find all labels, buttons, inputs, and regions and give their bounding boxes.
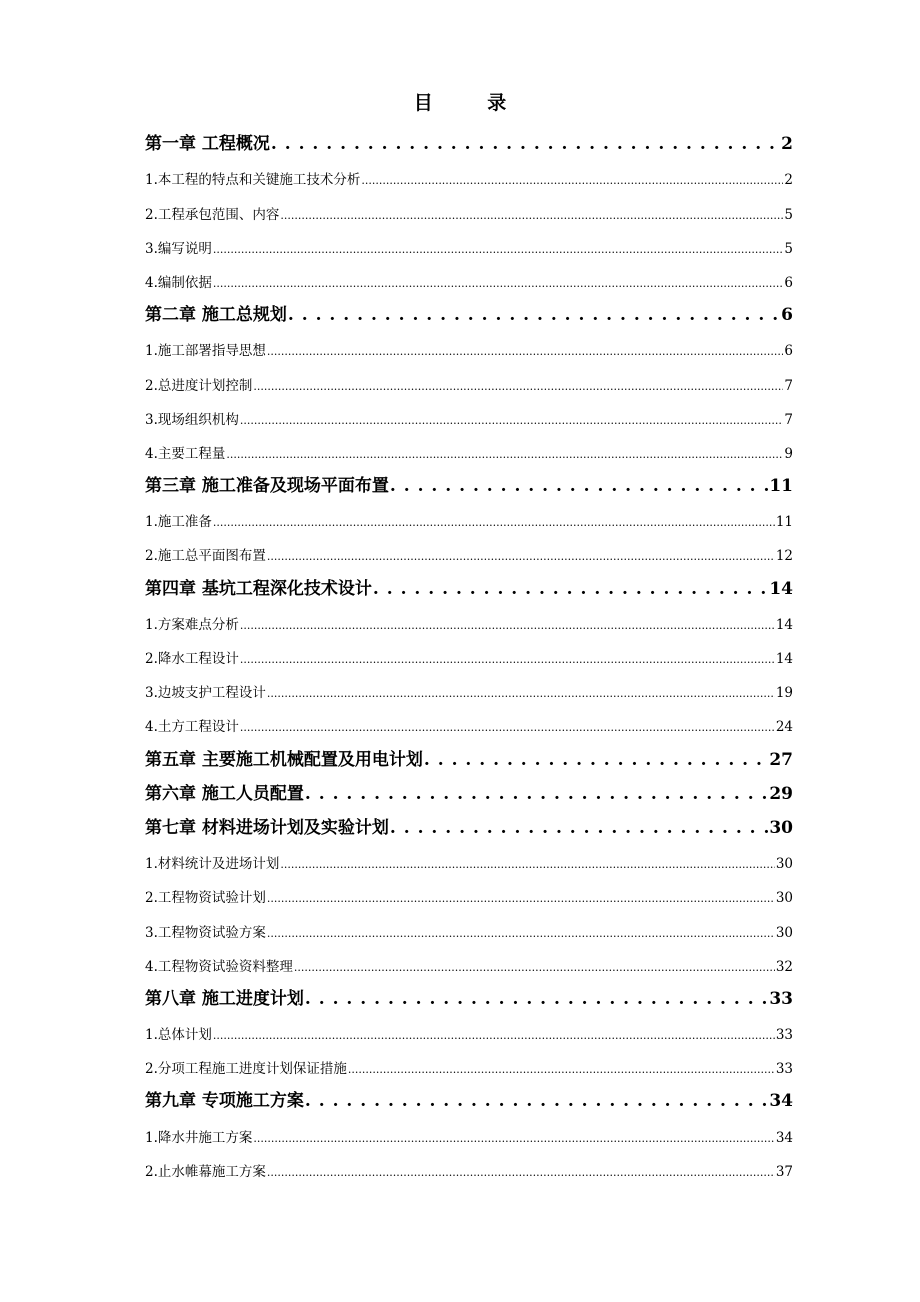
toc-entry-page: 14 [775,616,793,633]
toc-entry-label: 第二章 施工总规划 [145,305,287,326]
toc-section[interactable] [145,160,793,194]
toc-entry-page: 7 [784,411,793,428]
toc-leader-dots [213,275,784,297]
toc-entry-page: 6 [781,305,793,326]
toc-entry-label: 2.工程承包范围、内容 [145,206,280,223]
toc-leader-dots [280,856,774,878]
toc-entry-page: 30 [769,817,793,838]
toc-entry-page: 30 [775,890,793,907]
toc-entry-page: 30 [775,924,793,941]
toc-leader-dots [240,412,784,434]
toc-section[interactable] [145,365,793,399]
toc-section[interactable] [145,400,793,434]
toc-leader-dots [267,1164,775,1186]
toc-section[interactable] [145,194,793,228]
toc-entry-label: 第一章 工程概况 [145,134,270,155]
toc-leader-dots [305,989,768,1015]
toc-section[interactable] [145,263,793,297]
toc-leader-dots [271,134,780,160]
toc-leader-dots [361,172,783,194]
toc-entry-page: 12 [775,548,793,565]
toc-entry-page: 5 [784,240,793,257]
toc-entry-label: 第三章 施工准备及现场平面布置 [145,476,389,497]
toc-section[interactable] [145,673,793,707]
toc-leader-dots [294,959,775,981]
toc-entry-page: 9 [784,445,793,462]
toc-leader-dots [280,207,783,229]
toc-entry-page: 11 [775,514,793,531]
toc-entry-page: 30 [775,856,793,873]
toc-entry-label: 1.总体计划 [145,1027,212,1044]
toc-entry-label: 4.工程物资试验资料整理 [145,958,293,975]
toc-entry-label: 1.降水井施工方案 [145,1129,253,1146]
toc-entry-label: 4.土方工程设计 [145,719,239,736]
toc-section[interactable] [145,1117,793,1151]
toc-leader-dots [213,241,784,263]
toc-leader-dots [373,579,768,605]
toc-entry-page: 14 [775,651,793,667]
toc-entry-label: 3.工程物资试验方案 [145,924,266,941]
toc-section[interactable] [145,878,793,912]
toc-leader-dots [253,378,783,400]
toc-entry-page: 7 [784,377,793,394]
toc-entry-page: 33 [775,1061,793,1078]
toc-entry-page: 5 [784,206,793,223]
toc-entry-page: 29 [769,783,793,804]
toc-entry-label: 4.编制依据 [145,274,212,291]
toc-entry-label: 2.分项工程施工进度计划保证措施 [145,1061,347,1078]
toc-entry-label: 3.现场组织机构 [145,411,239,428]
toc-entry-label: 第八章 施工进度计划 [145,988,304,1009]
toc-entry-label: 2.降水工程设计 [145,651,239,667]
toc-entry-label: 第九章 专项施工方案 [145,1091,304,1112]
toc-chapter-1[interactable] [145,126,793,160]
toc-leader-dots [267,890,775,912]
toc-entry-page: 34 [775,1129,793,1146]
toc-entry-page: 24 [775,719,793,736]
toc-entry-page: 19 [775,685,793,702]
toc-leader-dots [288,305,780,331]
toc-leader-dots [305,1091,768,1117]
toc-chapter-8[interactable] [145,981,793,1015]
toc-title: 目 录 [413,92,531,114]
toc-section[interactable] [145,331,793,365]
toc-entry-page: 37 [775,1163,793,1180]
toc-section[interactable] [145,229,793,263]
toc-entry-label: 第六章 施工人员配置 [145,783,304,804]
toc-chapter-2[interactable] [145,297,793,331]
toc-leader-dots [213,1027,775,1049]
toc-entry-page: 2 [781,134,793,155]
toc-entry-label: 2.施工总平面图布置 [145,548,266,565]
toc-chapter-7[interactable] [145,810,793,844]
toc-entry-label: 1.材料统计及进场计划 [145,856,280,873]
toc-chapter-4[interactable] [145,570,793,604]
toc-leader-dots [305,784,768,810]
toc-entry-page: 34 [769,1091,793,1112]
toc-list [145,126,793,1186]
toc-entry-label: 2.工程物资试验计划 [145,890,266,907]
toc-entry-page: 33 [769,988,793,1009]
toc-section[interactable] [145,1015,793,1049]
toc-leader-dots [348,1061,775,1083]
toc-chapter-6[interactable] [145,776,793,810]
toc-section[interactable] [145,707,793,741]
toc-entry-label: 1.本工程的特点和关键施工技术分析 [145,172,361,189]
toc-section[interactable] [145,912,793,946]
toc-entry-page: 27 [769,749,793,770]
toc-entry-page: 33 [775,1027,793,1044]
toc-leader-dots [240,651,775,673]
toc-section[interactable] [145,947,793,981]
toc-section[interactable] [145,1152,793,1186]
toc-section[interactable] [145,502,793,536]
toc-section[interactable] [145,434,793,468]
toc-entry-label: 1.方案难点分析 [145,616,239,633]
toc-section[interactable] [145,844,793,878]
toc-leader-dots [267,343,784,365]
toc-leader-dots [240,617,775,639]
toc-entry-label: 3.边坡支护工程设计 [145,685,266,702]
toc-leader-dots [390,476,768,502]
toc-entry-page: 32 [775,958,793,975]
toc-leader-dots [253,1130,774,1152]
toc-leader-dots [390,818,768,844]
toc-entry-label: 第四章 基坑工程深化技术设计 [145,578,372,599]
toc-section[interactable] [145,605,793,639]
toc-leader-dots [267,548,775,570]
toc-chapter-3[interactable] [145,468,793,502]
toc-entry-page: 6 [784,343,793,360]
toc-entry-label: 2.总进度计划控制 [145,377,253,394]
toc-section[interactable] [145,639,793,673]
toc-leader-dots [267,685,775,707]
toc-chapter-5[interactable] [145,741,793,775]
toc-entry-label: 2.止水帷幕施工方案 [145,1163,266,1180]
toc-section[interactable] [145,536,793,570]
toc-leader-dots [424,750,768,776]
toc-entry-page: 14 [769,578,793,599]
toc-entry-page: 11 [769,476,793,497]
toc-leader-dots [240,719,775,741]
toc-entry-label: 4.主要工程量 [145,445,226,462]
toc-entry-label: 3.编写说明 [145,240,212,257]
toc-leader-dots [226,446,783,468]
toc-entry-page: 6 [784,274,793,291]
toc-entry-label: 1.施工准备 [145,514,212,531]
toc-entry-label: 第五章 主要施工机械配置及用电计划 [145,749,423,770]
toc-chapter-9[interactable] [145,1083,793,1117]
toc-entry-label: 1.施工部署指导思想 [145,343,266,360]
toc-leader-dots [213,514,775,536]
toc-entry-page: 2 [784,172,793,189]
toc-section[interactable] [145,1049,793,1083]
toc-entry-label: 第七章 材料进场计划及实验计划 [145,817,389,838]
toc-leader-dots [267,925,775,947]
